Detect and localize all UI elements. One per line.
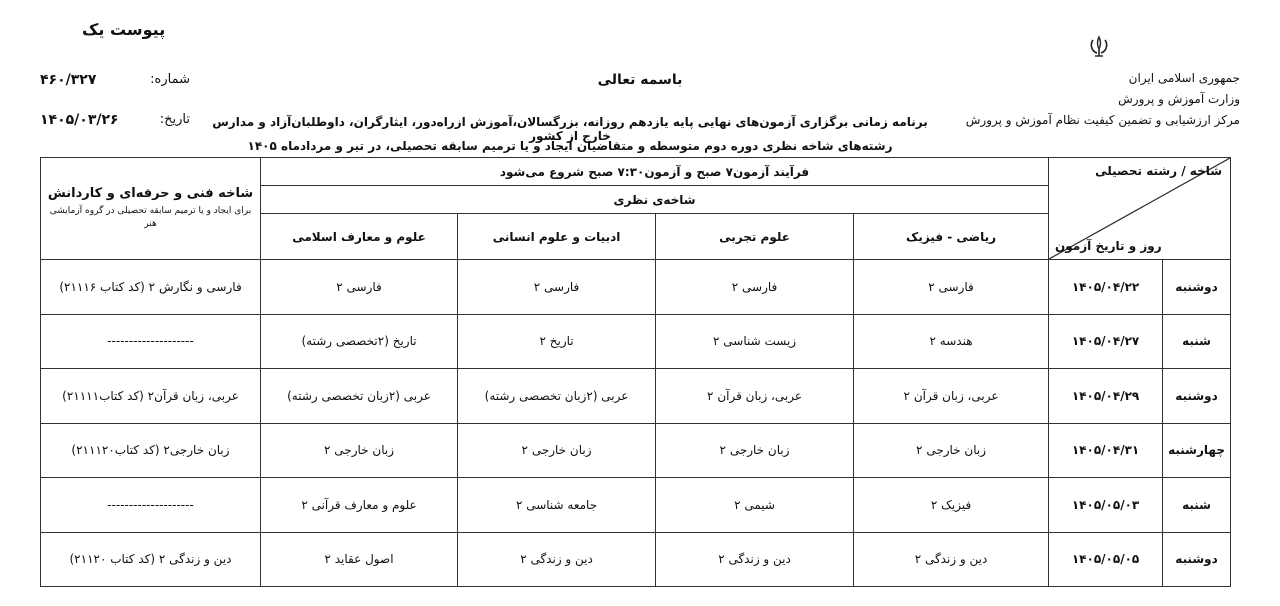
letter-number — [40, 72, 190, 88]
col-header-math-physics: ریاضی - فیزیک — [854, 214, 1049, 260]
number-value: ۴۶۰/۳۲۷ — [40, 72, 97, 88]
table-row — [41, 260, 1231, 315]
exam-schedule-table — [40, 157, 1231, 587]
subject-cell: جامعه شناسی ۲ — [458, 478, 656, 533]
technical-subject-cell: عربی، زبان قرآن۲ (کد کتاب۲۱۱۱۱) — [41, 369, 261, 424]
exam-day: شنبه — [1163, 478, 1231, 533]
attachment-label: پیوست یک — [82, 20, 166, 39]
subject-cell: فارسی ۲ — [261, 260, 458, 315]
subject-cell: عربی، زبان قرآن ۲ — [656, 369, 854, 424]
date-label: تاریخ: — [159, 112, 190, 127]
exam-day: دوشنبه — [1163, 260, 1231, 315]
table-row — [41, 369, 1231, 424]
technical-subject-cell: دین و زندگی ۲ (کد کتاب ۲۱۱۲۰) — [41, 532, 261, 587]
table-row — [41, 314, 1231, 369]
subject-cell: زبان خارجی ۲ — [656, 423, 854, 478]
subject-cell: علوم و معارف قرآنی ۲ — [261, 478, 458, 533]
bismillah-heading: باسمه تعالی — [597, 72, 683, 88]
schedule-subtitle-line2: رشته‌های شاخه نظری دوره دوم متوسطه و متقاضیان ایجاد و یا ترمیم سابقه تحصیلی، در تیر و مردادماه ۱۴۰۵ — [247, 139, 893, 153]
subject-cell: زبان خارجی ۲ — [458, 423, 656, 478]
technical-subject-cell: فارسی و نگارش ۲ (کد کتاب ۲۱۱۱۶) — [41, 260, 261, 315]
subject-cell: عربی، زبان قرآن ۲ — [854, 369, 1049, 424]
exam-date: ۱۴۰۵/۰۴/۲۲ — [1049, 260, 1163, 315]
number-label: شماره: — [150, 72, 190, 87]
subject-cell: دین و زندگی ۲ — [656, 532, 854, 587]
header-row-process — [41, 158, 1231, 186]
subject-cell: دین و زندگی ۲ — [458, 532, 656, 587]
col-header-humanities: ادبیات و علوم انسانی — [458, 214, 656, 260]
table-row — [41, 532, 1231, 587]
subject-cell: هندسه ۲ — [854, 314, 1049, 369]
technical-branch-header — [41, 158, 261, 260]
subject-cell: عربی (۲زبان تخصصی رشته) — [458, 369, 656, 424]
technical-subject-cell: -------------------- — [41, 314, 261, 369]
date-value: ۱۴۰۵/۰۳/۲۶ — [40, 112, 119, 128]
organization-block — [940, 68, 1240, 131]
exam-date: ۱۴۰۵/۰۵/۰۵ — [1049, 532, 1163, 587]
exam-date: ۱۴۰۵/۰۵/۰۳ — [1049, 478, 1163, 533]
technical-subject-cell: زبان خارجی۲ (کد کتاب۲۱۱۱۲۰) — [41, 423, 261, 478]
letter-date — [40, 112, 190, 128]
theory-branch-header: شاخه‌ی نظری — [261, 186, 1049, 214]
subject-cell: فارسی ۲ — [854, 260, 1049, 315]
col-header-islamic-studies: علوم و معارف اسلامی — [261, 214, 458, 260]
subject-cell: زبان خارجی ۲ — [854, 423, 1049, 478]
subject-cell: تاریخ (۲تخصصی رشته) — [261, 314, 458, 369]
col-header-experimental-sciences: علوم تجربی — [656, 214, 854, 260]
subject-cell: فارسی ۲ — [458, 260, 656, 315]
subject-cell: زیست شناسی ۲ — [656, 314, 854, 369]
subject-cell: دین و زندگی ۲ — [854, 532, 1049, 587]
subject-cell: تاریخ ۲ — [458, 314, 656, 369]
corner-date-label: روز و تاریخ آزمون — [1055, 239, 1162, 253]
technical-branch-note: برای ایجاد و یا ترمیم سابقه تحصیلی در گروه آزمایشی هنر — [49, 206, 252, 229]
exam-date: ۱۴۰۵/۰۴/۲۷ — [1049, 314, 1163, 369]
exam-day: دوشنبه — [1163, 369, 1231, 424]
subject-cell: اصول عقاید ۲ — [261, 532, 458, 587]
exam-day: چهارشنبه — [1163, 423, 1231, 478]
exam-day: شنبه — [1163, 314, 1231, 369]
table-row — [41, 423, 1231, 478]
org-line-ministry: وزارت آموزش و پرورش — [1118, 92, 1240, 106]
iran-emblem-icon — [1086, 34, 1112, 60]
org-line-country: جمهوری اسلامی ایران — [1128, 71, 1240, 85]
subject-cell: زبان خارجی ۲ — [261, 423, 458, 478]
corner-branch-label: شاخه / رشته تحصیلی — [1095, 164, 1223, 178]
subject-cell: فیزیک ۲ — [854, 478, 1049, 533]
exam-date: ۱۴۰۵/۰۴/۳۱ — [1049, 423, 1163, 478]
subject-cell: فارسی ۲ — [656, 260, 854, 315]
exam-day: دوشنبه — [1163, 532, 1231, 587]
table-row — [41, 478, 1231, 533]
subject-cell: شیمی ۲ — [656, 478, 854, 533]
exam-date: ۱۴۰۵/۰۴/۲۹ — [1049, 369, 1163, 424]
exam-process-header: فرآیند آزمون۷ صبح و آزمون۷:۳۰ صبح شروع می‌شود — [261, 158, 1049, 186]
org-line-center: مرکز ارزشیابی و تضمین کیفیت نظام آموزش و پرورش — [965, 113, 1240, 127]
technical-subject-cell: -------------------- — [41, 478, 261, 533]
header-corner-cell — [1049, 158, 1231, 260]
technical-branch-title: شاخه فنی و حرفه‌ای و کاردانش — [47, 186, 254, 201]
schedule-subtitle-line1: برنامه زمانی برگزاری آزمون‌های نهایی پایه یازدهم روزانه، بزرگسالان،آموزش ازراه‌دور، ایثارگران، داوطلبان‌آزاد و مدارس خارج از کشور — [212, 115, 928, 143]
subject-cell: عربی (۲زبان تخصصی رشته) — [261, 369, 458, 424]
